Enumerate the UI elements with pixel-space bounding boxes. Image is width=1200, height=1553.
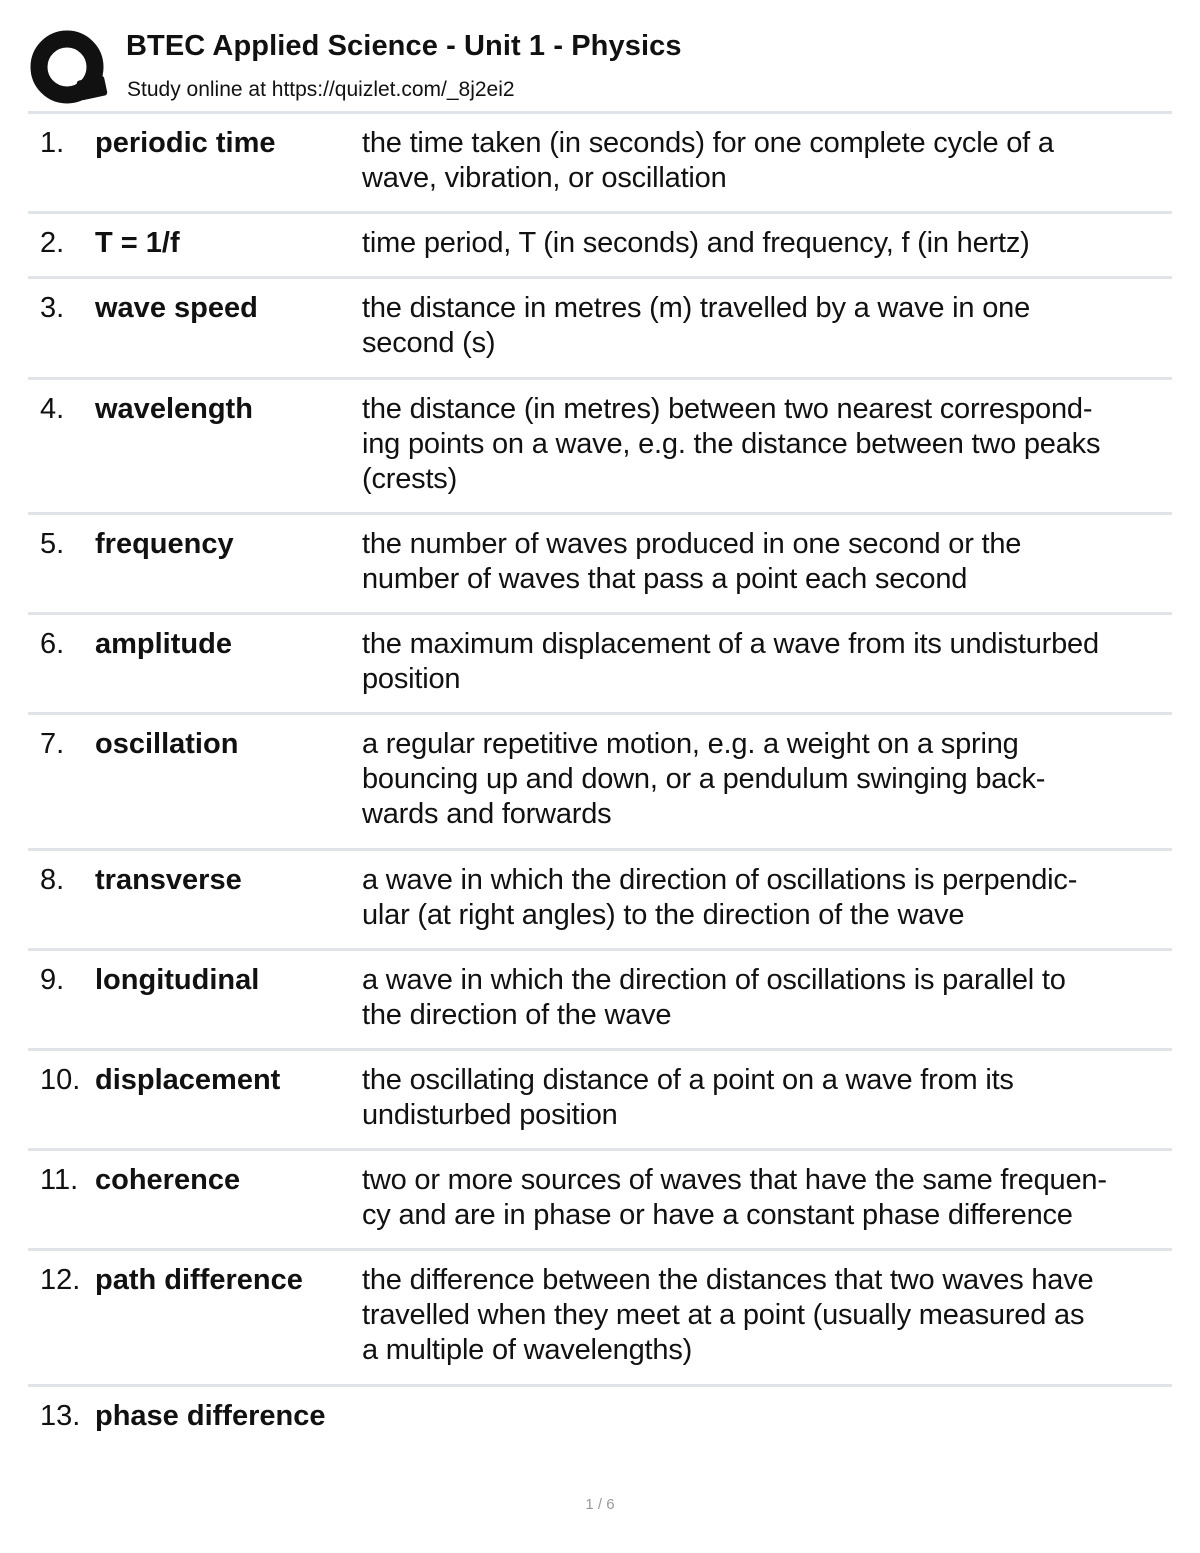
term-number: 8.: [40, 864, 65, 896]
term-number: 1.: [40, 127, 65, 159]
term-definition: the difference between the distances that two waves have travelled when they meet at a point (usually measured as a multiple of wavelengths): [362, 1264, 1094, 1366]
term-title: wavelength: [95, 393, 253, 425]
page-title: BTEC Applied Science - Unit 1 - Physics: [126, 30, 682, 62]
page-number: 1 / 6: [585, 1496, 615, 1513]
term-row: [28, 211, 1172, 276]
term-title: frequency: [95, 528, 234, 560]
term-row: [28, 848, 1172, 948]
term-title: longitudinal: [95, 964, 260, 996]
term-title: periodic time: [95, 127, 276, 159]
term-title: coherence: [95, 1164, 241, 1196]
term-title: transverse: [95, 864, 242, 896]
term-definition: a wave in which the direction of oscillations is parallel to the direction of the wave: [362, 964, 1066, 1031]
term-list: [28, 111, 1172, 1447]
term-number: 13.: [40, 1400, 81, 1432]
term-number: 5.: [40, 528, 65, 560]
term-definition: the oscillating distance of a point on a wave from its undisturbed position: [362, 1064, 1014, 1131]
term-row: [28, 1148, 1172, 1248]
term-definition: the time taken (in seconds) for one complete cycle of a wave, vibration, or oscillation: [362, 127, 1054, 194]
term-row: [28, 612, 1172, 712]
quizlet-q-logo-icon: [30, 30, 108, 108]
term-title: T = 1/f: [95, 227, 180, 259]
term-title: amplitude: [95, 628, 232, 660]
term-number: 2.: [40, 227, 65, 259]
term-title: path difference: [95, 1264, 303, 1296]
term-definition: the maximum displacement of a wave from its undisturbed position: [362, 628, 1099, 695]
term-number: 6.: [40, 628, 65, 660]
term-title: wave speed: [95, 292, 258, 324]
term-row: [28, 1384, 1172, 1447]
term-number: 3.: [40, 292, 65, 324]
term-definition: a regular repetitive motion, e.g. a weight on a spring bouncing up and down, or a pendulum swinging back- wards and forwards: [362, 728, 1046, 830]
term-row: [28, 377, 1172, 512]
term-definition: time period, T (in seconds) and frequency, f (in hertz): [362, 227, 1030, 259]
term-row: [28, 1248, 1172, 1384]
term-title: oscillation: [95, 728, 239, 760]
term-definition: a wave in which the direction of oscillations is perpendic- ular (at right angles) to the direction of the wave: [362, 864, 1078, 931]
term-number: 10.: [40, 1064, 81, 1096]
term-row: [28, 276, 1172, 377]
term-number: 12.: [40, 1264, 81, 1296]
study-online-link[interactable]: Study online at https://quizlet.com/_8j2ei2: [127, 78, 515, 101]
term-number: 9.: [40, 964, 65, 996]
term-number: 11.: [40, 1164, 79, 1196]
term-number: 7.: [40, 728, 65, 760]
term-definition: the distance in metres (m) travelled by a wave in one second (s): [362, 292, 1030, 359]
term-row: [28, 1048, 1172, 1148]
term-definition: two or more sources of waves that have the same frequen- cy and are in phase or have a constant phase difference: [362, 1164, 1107, 1231]
term-title: phase difference: [95, 1400, 326, 1432]
term-definition: the number of waves produced in one second or the number of waves that pass a point each second: [362, 528, 1022, 595]
page-header: [28, 28, 1172, 110]
term-title: displacement: [95, 1064, 281, 1096]
term-number: 4.: [40, 393, 65, 425]
term-row: [28, 512, 1172, 612]
term-row: [28, 948, 1172, 1048]
term-definition: the distance (in metres) between two nearest correspond- ing points on a wave, e.g. the distance between two peaks (crests): [362, 393, 1101, 495]
term-row: [28, 111, 1172, 211]
term-row: [28, 712, 1172, 848]
